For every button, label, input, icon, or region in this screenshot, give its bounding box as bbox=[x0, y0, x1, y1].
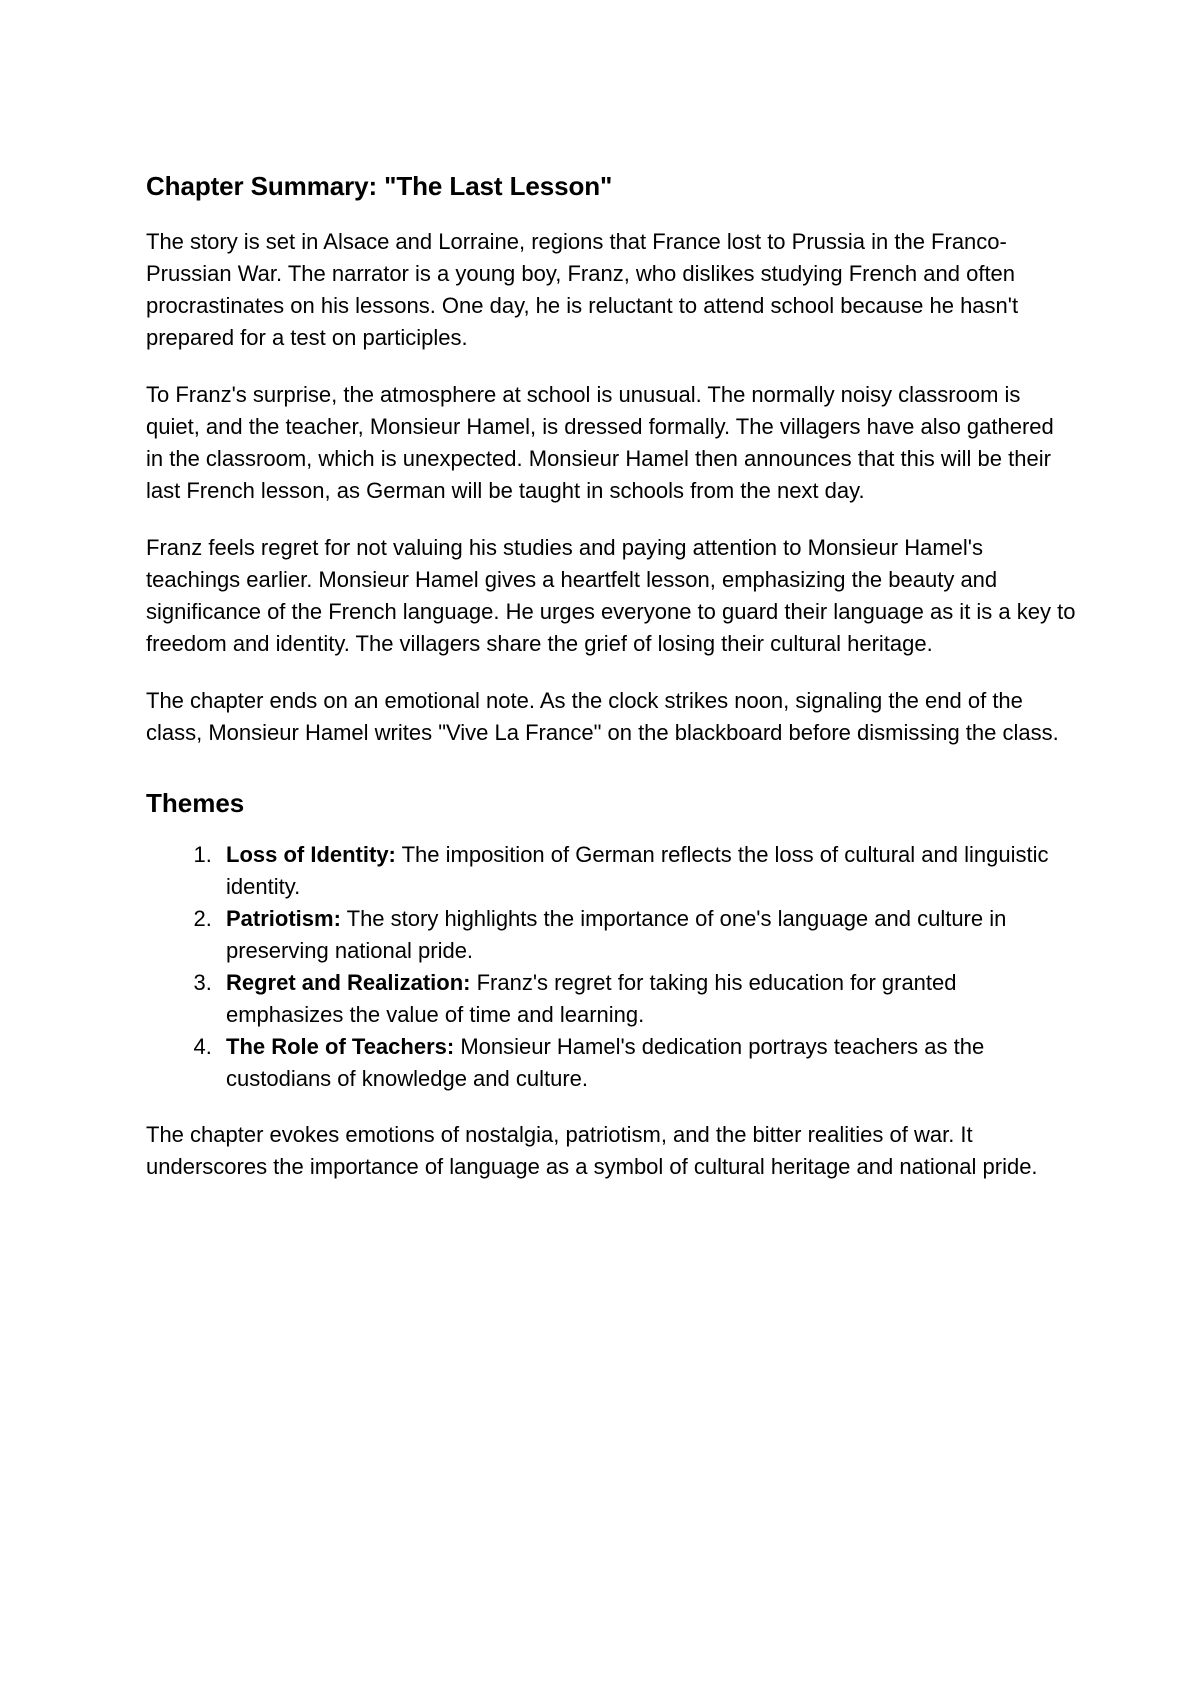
summary-paragraph-1: The story is set in Alsace and Lorraine, regions that France lost to Prussia in the Franco-Prussian War. The narrator is a young boy, Franz, who dislikes studying French and often procrastinates on his lessons. One day, he is reluctant to attend school because he hasn't prepared for a test on participles. bbox=[146, 229, 1019, 350]
themes-list bbox=[146, 839, 1076, 1095]
document-body bbox=[146, 168, 1076, 1208]
theme-description: Monsieur Hamel's dedication portrays teachers as the custodians of knowledge and culture. bbox=[226, 1034, 985, 1091]
summary-paragraph-4: The chapter ends on an emotional note. As the clock strikes noon, signaling the end of the class, Monsieur Hamel writes "Vive La France" on the blackboard before dismissing the class. bbox=[146, 688, 1059, 745]
theme-description: The story highlights the importance of one's language and culture in preserving national pride. bbox=[226, 906, 1007, 963]
theme-description: The imposition of German reflects the loss of cultural and linguistic identity. bbox=[226, 842, 1049, 899]
summary-paragraph-3: Franz feels regret for not valuing his studies and paying attention to Monsieur Hamel's teachings earlier. Monsieur Hamel gives a heartfelt lesson, emphasizing the beauty and significance of the French language. He urges everyone to guard their language as it is a key to freedom and identity. The villagers share the grief of losing their cultural heritage. bbox=[146, 535, 1076, 656]
summary-paragraph-2: To Franz's surprise, the atmosphere at school is unusual. The normally noisy classroom is quiet, and the teacher, Monsieur Hamel, is dressed formally. The villagers have also gathered in the classroom, which is unexpected. Monsieur Hamel then announces that this will be their last French lesson, as German will be taught in schools from the next day. bbox=[146, 382, 1054, 503]
themes-heading: Themes bbox=[146, 788, 245, 818]
theme-term: Regret and Realization: bbox=[226, 970, 471, 995]
theme-term: The Role of Teachers: bbox=[226, 1034, 455, 1059]
page-title: Chapter Summary: "The Last Lesson" bbox=[146, 171, 613, 201]
theme-item-regret-and-realization bbox=[218, 967, 1076, 1031]
theme-item-loss-of-identity bbox=[218, 839, 1076, 903]
theme-item-role-of-teachers bbox=[218, 1031, 1076, 1095]
closing-paragraph: The chapter evokes emotions of nostalgia, patriotism, and the bitter realities of war. It underscores the importance of language as a symbol of cultural heritage and national pride. bbox=[146, 1122, 1038, 1179]
theme-term: Loss of Identity: bbox=[226, 842, 396, 867]
theme-term: Patriotism: bbox=[226, 906, 341, 931]
theme-item-patriotism bbox=[218, 903, 1076, 967]
theme-description: Franz's regret for taking his education for granted emphasizes the value of time and learning. bbox=[226, 970, 957, 1027]
